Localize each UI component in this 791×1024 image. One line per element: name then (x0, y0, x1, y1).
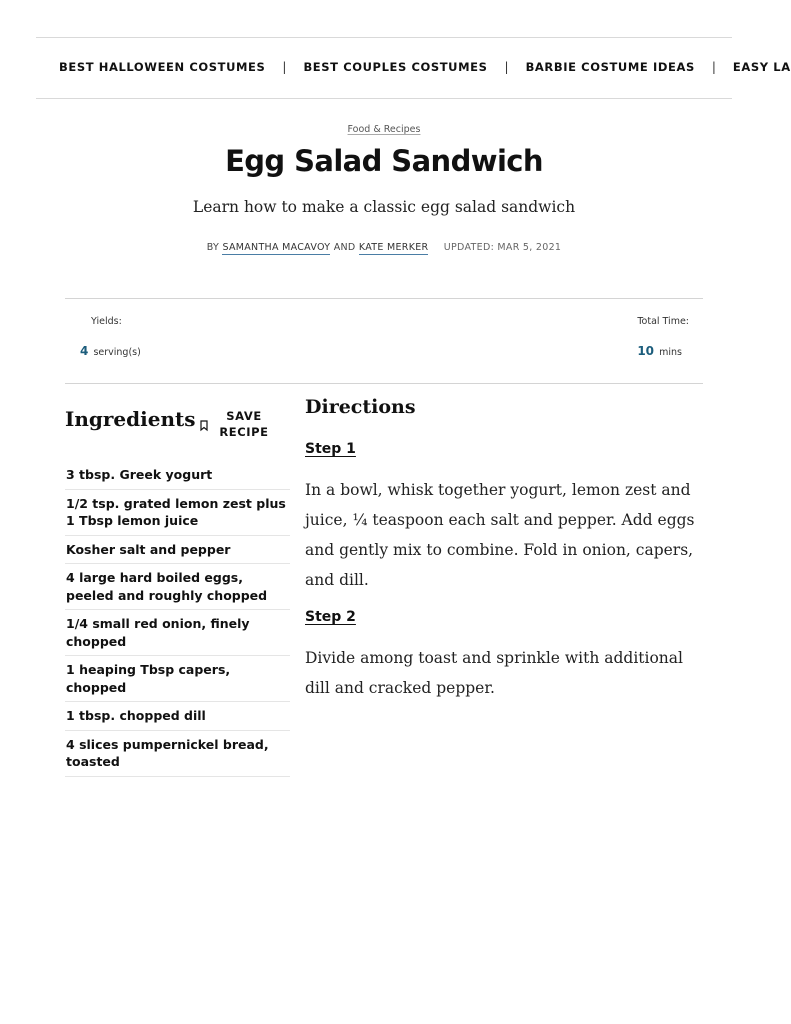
nav-separator: | (504, 60, 509, 74)
ingredient-qty: 1 (66, 662, 75, 677)
ingredient-item (65, 702, 290, 731)
nav-separator: | (711, 60, 716, 74)
save-recipe-label-line2: RECIPE (219, 425, 269, 439)
ingredient-qty: 4 (66, 736, 75, 752)
author-link-samantha-macavoy[interactable]: SAMANTHA MACAVOY (222, 242, 331, 253)
yields-number: 4 (80, 344, 89, 358)
yields-value (80, 340, 141, 359)
author-link-kate-merker[interactable]: KATE MERKER (358, 242, 429, 253)
ingredient-qty: 4 (66, 570, 75, 585)
ingredient-text: small red onion, finely chopped (66, 616, 250, 649)
ingredient-qty: 1/4 (66, 616, 88, 631)
ingredient-item (65, 731, 290, 777)
ingredient-text: heaping Tbsp capers, chopped (66, 662, 231, 695)
category-link[interactable]: Food & Recipes (347, 124, 421, 135)
updated-date: UPDATED: MAR 5, 2021 (443, 242, 562, 253)
ingredient-item (65, 461, 290, 490)
nav-separator: | (282, 60, 287, 74)
page-title: Egg Salad Sandwich (225, 144, 543, 178)
ingredients-heading: Ingredients (65, 407, 196, 431)
nav-link-barbie-costume-ideas[interactable]: BARBIE COSTUME IDEAS (525, 60, 695, 74)
step-1-label: Step 1 (305, 441, 356, 457)
ingredient-text: Greek yogurt (119, 467, 213, 482)
nav-link-best-couples-costumes[interactable]: BEST COUPLES COSTUMES (303, 60, 488, 74)
step-2-text: Divide among toast and sprinkle with additional dill and cracked pepper. (305, 649, 683, 697)
total-time-number: 10 (637, 344, 655, 358)
ingredient-text: Kosher salt and pepper (66, 541, 231, 557)
byline-and: AND (333, 242, 356, 253)
ingredient-item (65, 536, 290, 565)
total-time-value (637, 340, 682, 359)
nav-link-easy-la[interactable]: EASY LA (732, 60, 791, 74)
ingredient-item (65, 564, 290, 610)
ingredient-item (65, 610, 290, 656)
recipe-meta-box (65, 298, 703, 384)
ingredient-qty: 1/2 tsp. (66, 495, 120, 511)
step-2-label: Step 2 (305, 609, 356, 625)
step-1-text: In a bowl, whisk together yogurt, lemon zest and juice, ¼ teaspoon each salt and pepper. Add eggs and gently mix to combine. Fold in onion, capers, and dill. (305, 481, 695, 589)
byline (0, 242, 768, 253)
ingredient-text: grated lemon zest plus 1 Tbsp lemon juice (66, 495, 286, 528)
save-recipe-label-line1: SAVE (226, 409, 262, 423)
total-time-unit: mins (659, 347, 682, 358)
ingredient-qty: 1 tbsp. (66, 708, 116, 723)
ingredients-list (65, 461, 290, 777)
ingredient-text: chopped dill (119, 708, 206, 723)
yields-label: Yields: (91, 316, 122, 327)
directions-heading: Directions (305, 396, 416, 418)
category-breadcrumb (0, 119, 768, 137)
nav-link-best-halloween-costumes[interactable]: BEST HALLOWEEN COSTUMES (59, 60, 266, 74)
ingredient-item (65, 490, 290, 536)
ingredient-text: slices pumpernickel bread, toasted (66, 736, 269, 769)
bookmark-icon[interactable] (200, 420, 208, 431)
total-time-label: Total Time: (637, 316, 689, 327)
yields-unit: serving(s) (93, 347, 141, 358)
ingredient-text: large hard boiled eggs, peeled and roughly chopped (66, 570, 268, 603)
ingredient-item (65, 656, 290, 702)
byline-prefix: BY (206, 242, 220, 253)
top-nav (36, 37, 791, 99)
ingredient-qty: 3 tbsp. (66, 467, 116, 482)
top-nav-links (59, 60, 791, 74)
page-subtitle: Learn how to make a classic egg salad sandwich (192, 198, 576, 216)
save-recipe-button[interactable] (218, 408, 270, 440)
